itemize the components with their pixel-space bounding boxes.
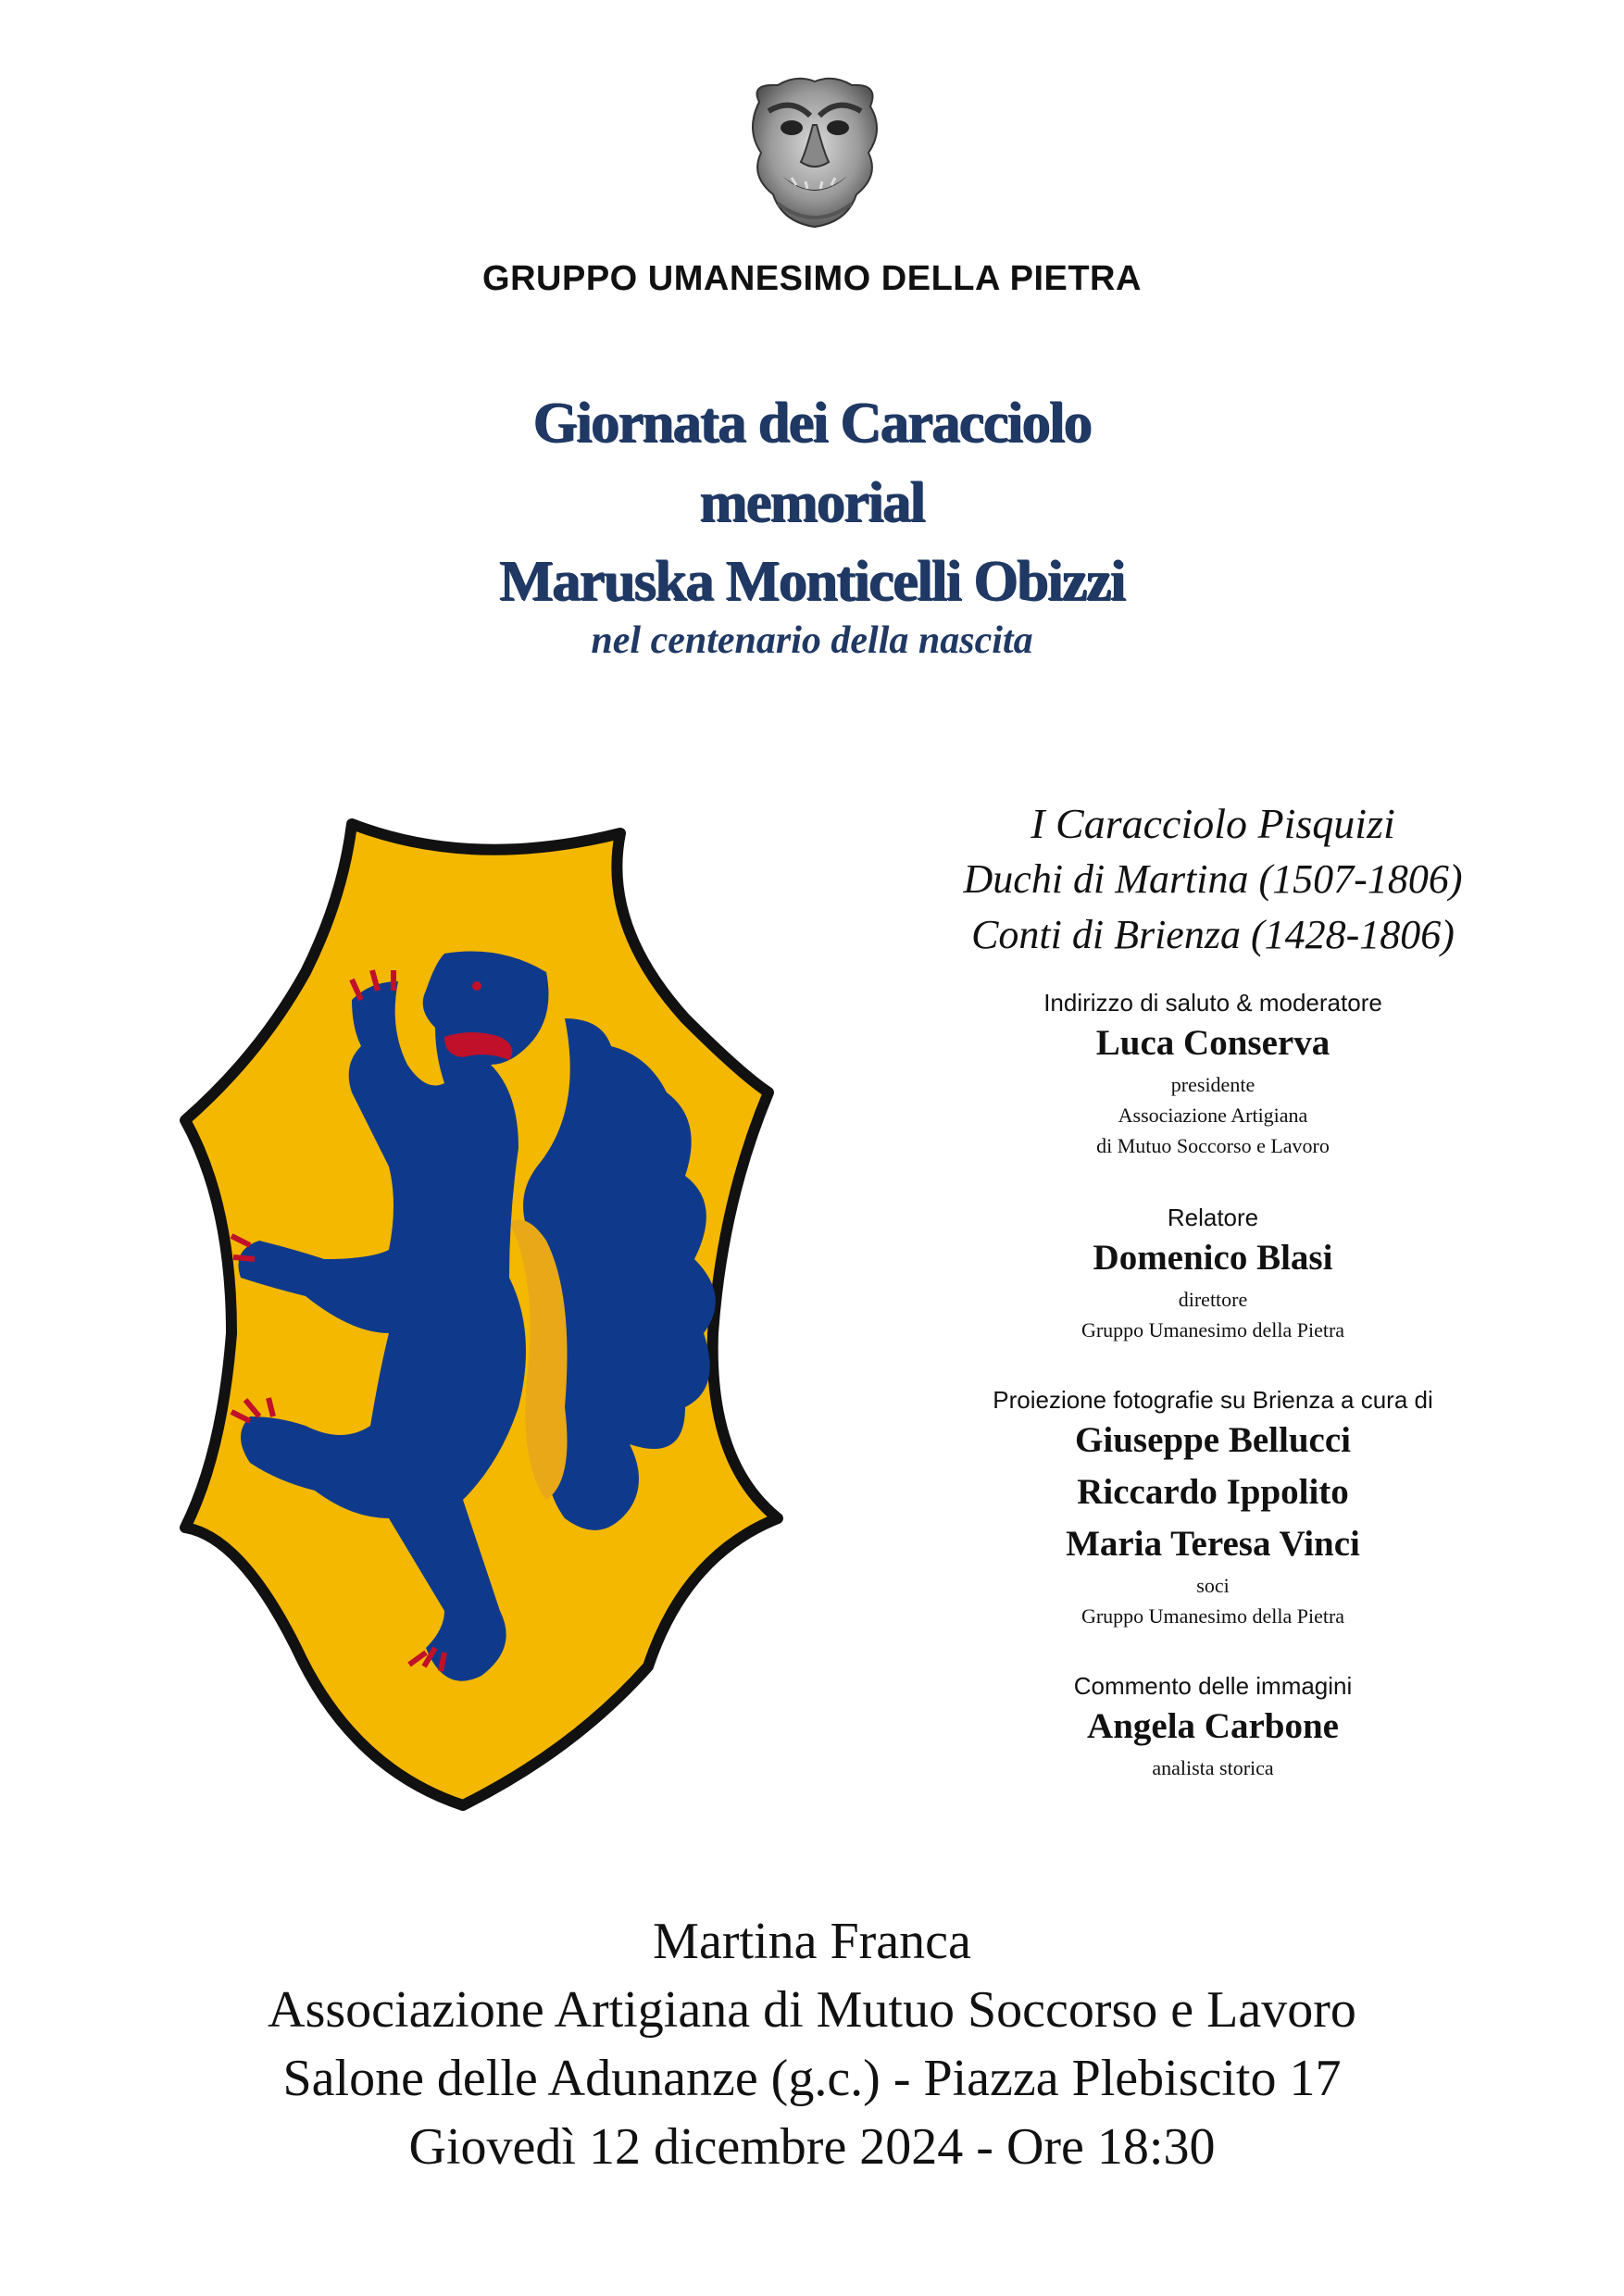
venue-info bbox=[0, 1907, 1624, 2181]
program-role: Indirizzo di saluto & moderatore bbox=[1043, 989, 1382, 1017]
event-subtitle: nel centenario della nascita bbox=[591, 619, 1033, 662]
program-person: Angela Carbone bbox=[1087, 1706, 1339, 1746]
house-titles bbox=[917, 796, 1509, 963]
program-person: Luca Conserva bbox=[1095, 1023, 1330, 1063]
program-role: Commento delle immagini bbox=[1073, 1672, 1353, 1700]
program-person: Giuseppe Bellucci bbox=[1075, 1420, 1351, 1460]
house-duchy: Duchi di Martina (1507-1806) bbox=[963, 856, 1463, 902]
program-detail: di Mutuo Soccorso e Lavoro bbox=[1096, 1134, 1330, 1157]
program-person: Domenico Blasi bbox=[1093, 1238, 1333, 1278]
program-detail: direttore bbox=[1178, 1288, 1248, 1311]
organization-name: GRUPPO UMANESIMO DELLA PIETRA bbox=[482, 259, 1142, 298]
program-role: Proiezione fotografie su Brienza a cura di bbox=[993, 1386, 1433, 1414]
coat-of-arms-icon bbox=[167, 815, 796, 1815]
program-person: Riccardo Ippolito bbox=[1077, 1472, 1349, 1512]
stone-mask-icon bbox=[741, 74, 889, 231]
venue-city: Martina Franca bbox=[653, 1913, 971, 1970]
program-detail: Associazione Artigiana bbox=[1118, 1104, 1308, 1127]
program-detail: analista storica bbox=[1152, 1756, 1274, 1779]
venue-association: Associazione Artigiana di Mutuo Soccorso e Lavoro bbox=[268, 1981, 1356, 2039]
program-detail: soci bbox=[1196, 1574, 1230, 1597]
program-person: Maria Teresa Vinci bbox=[1066, 1524, 1360, 1564]
event-title-line1: Giornata dei Caracciolo bbox=[532, 392, 1092, 455]
program-item-speaker bbox=[917, 1204, 1509, 1345]
program-detail: Gruppo Umanesimo della Pietra bbox=[1081, 1318, 1345, 1341]
program-detail: Gruppo Umanesimo della Pietra bbox=[1081, 1604, 1345, 1628]
house-name: I Caracciolo Pisquizi bbox=[1031, 800, 1395, 847]
program-role: Relatore bbox=[1167, 1204, 1259, 1231]
event-title-line2: memorial bbox=[699, 471, 925, 534]
program-detail: presidente bbox=[1170, 1073, 1255, 1096]
program-item-commentary bbox=[917, 1672, 1509, 1783]
event-title-line3: Maruska Monticelli Obizzi bbox=[499, 550, 1125, 613]
program-column bbox=[917, 796, 1509, 1783]
program-item-greeting bbox=[917, 989, 1509, 1161]
event-date-time: Giovedì 12 dicembre 2024 - Ore 18:30 bbox=[408, 2118, 1216, 2176]
house-county: Conti di Brienza (1428-1806) bbox=[971, 912, 1455, 957]
venue-hall: Salone delle Adunanze (g.c.) - Piazza Plebiscito 17 bbox=[282, 2050, 1342, 2107]
program-item-projection bbox=[917, 1386, 1509, 1631]
